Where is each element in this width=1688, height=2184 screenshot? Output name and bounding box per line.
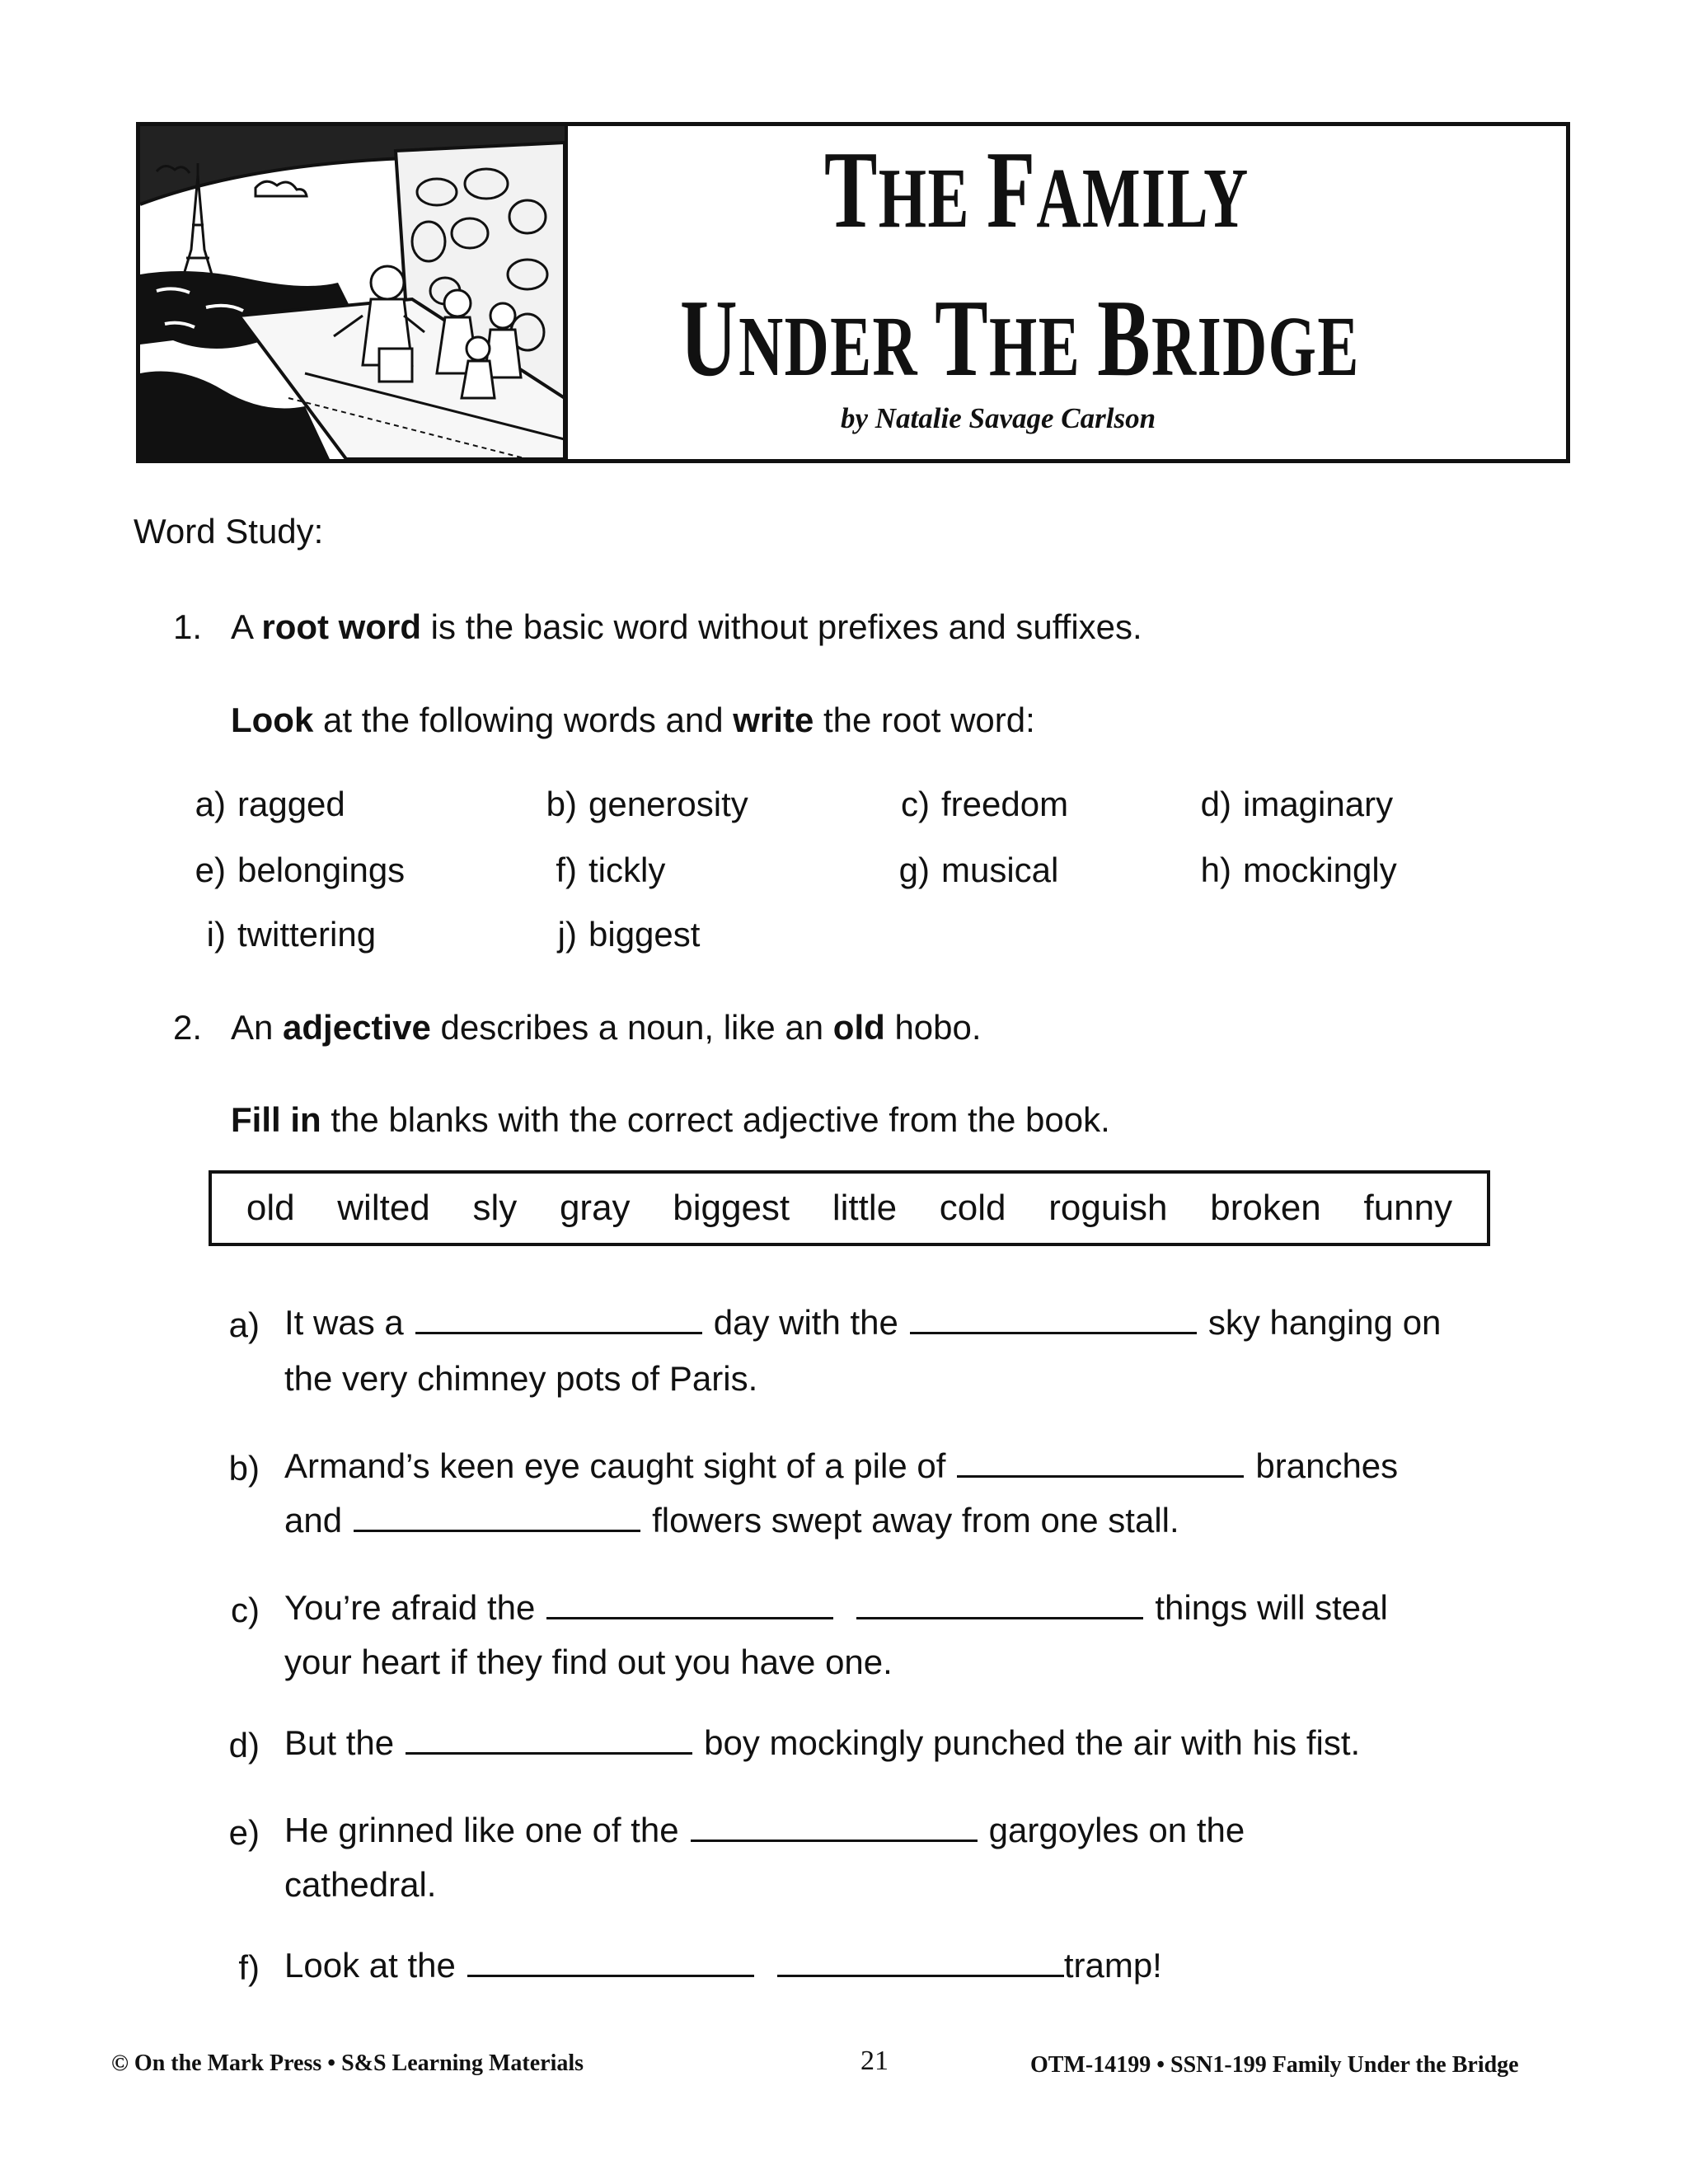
word-bank-item: little	[832, 1188, 898, 1228]
root-word-option: g) musical	[898, 851, 1059, 889]
word-bank-item: funny	[1363, 1188, 1453, 1228]
question-number: 1.	[173, 607, 203, 646]
word-bank-item: biggest	[673, 1188, 790, 1228]
fill-in-item-line2: your heart if they find out you have one.	[284, 1643, 893, 1681]
item-letter: f)	[238, 1948, 260, 1987]
question-1-text: A root word is the basic word without prefixes and suffixes.	[231, 607, 1142, 646]
item-letter: c)	[231, 1591, 260, 1629]
word-bank	[209, 1170, 1490, 1246]
fill-in-item: You’re afraid the things will steal	[284, 1588, 1388, 1627]
root-word-option: b) generosity	[546, 785, 748, 823]
footer-product-code: OTM-14199 • SSN1-199 Family Under the Bridge	[1030, 2052, 1519, 2078]
item-letter: a)	[228, 1305, 260, 1344]
answer-blank[interactable]	[957, 1474, 1244, 1478]
root-word-option: c) freedom	[901, 785, 1069, 823]
word-bank-item: broken	[1210, 1188, 1321, 1228]
question-1-instruction: Look at the following words and write the root word:	[231, 701, 1035, 739]
illustration-family-under-bridge	[140, 126, 568, 459]
root-word-option: f) tickly	[556, 851, 666, 889]
fill-in-item: Armand’s keen eye caught sight of a pile of branches	[284, 1446, 1399, 1485]
fill-in-item: Look at the tramp!	[284, 1946, 1162, 1985]
item-letter: b)	[228, 1449, 260, 1488]
word-bank-item: wilted	[337, 1188, 430, 1228]
answer-blank[interactable]	[415, 1331, 702, 1334]
word-bank-item: gray	[559, 1188, 631, 1228]
answer-blank[interactable]	[406, 1751, 692, 1755]
item-letter: e)	[228, 1813, 260, 1852]
root-word-option: d) imaginary	[1200, 785, 1394, 823]
fill-in-item: It was a day with the sky hanging on	[284, 1303, 1442, 1342]
fill-in-item-line2: cathedral.	[284, 1865, 437, 1904]
answer-blank[interactable]	[691, 1839, 978, 1842]
word-bank-item: cold	[939, 1188, 1006, 1228]
root-word-option: e) belongings	[195, 851, 406, 889]
fill-in-item-line2: the very chimney pots of Paris.	[284, 1359, 758, 1398]
answer-blank[interactable]	[546, 1616, 833, 1619]
root-word-option: j) biggest	[557, 915, 701, 954]
fill-in-item-line2: and flowers swept away from one stall.	[284, 1501, 1179, 1540]
author-byline: by Natalie Savage Carlson	[841, 402, 1156, 434]
footer-publisher: © On the Mark Press • S&S Learning Materials	[111, 2050, 584, 2076]
root-word-option: i) twittering	[206, 915, 377, 954]
fill-in-item: But the boy mockingly punched the air with his fist.	[284, 1723, 1361, 1762]
question-number: 2.	[173, 1008, 203, 1047]
answer-blank[interactable]	[354, 1529, 640, 1532]
fill-in-item: He grinned like one of the gargoyles on the	[284, 1811, 1245, 1849]
word-bank-item: roguish	[1048, 1188, 1168, 1228]
word-bank-item: sly	[472, 1188, 518, 1228]
word-bank-item: old	[246, 1188, 295, 1228]
answer-blank[interactable]	[777, 1974, 1064, 1977]
title-banner	[136, 122, 1570, 463]
root-word-option: a) ragged	[195, 785, 345, 823]
question-2-instruction: Fill in the blanks with the correct adjective from the book.	[231, 1100, 1110, 1139]
root-word-option: h) mockingly	[1200, 851, 1397, 889]
page-number: 21	[860, 2046, 889, 2076]
answer-blank[interactable]	[856, 1616, 1143, 1619]
title-line-2: UNDER THE BRIDGE	[680, 277, 1360, 399]
item-letter: d)	[228, 1726, 260, 1765]
answer-blank[interactable]	[467, 1974, 754, 1977]
section-heading: Word Study:	[134, 512, 324, 551]
title-line-1: THE FAMILY	[824, 129, 1250, 251]
answer-blank[interactable]	[910, 1331, 1197, 1334]
question-2-text: An adjective describes a noun, like an old hobo.	[231, 1008, 982, 1047]
bridge-scene-illustration	[140, 126, 565, 459]
